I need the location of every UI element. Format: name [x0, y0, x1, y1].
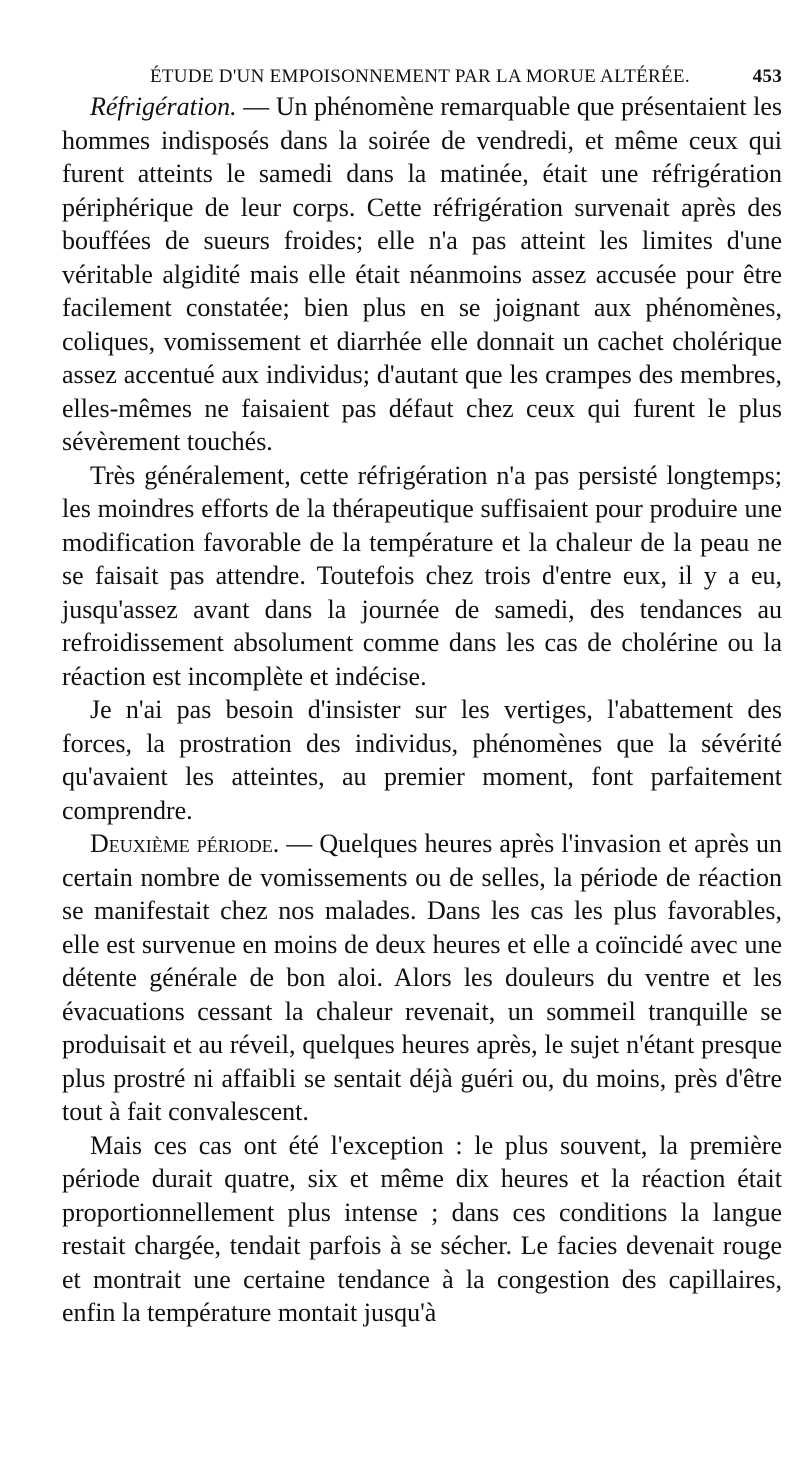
- paragraph-text: — Quelques heures après l'invasion et après un certain nombre de vomissements ou de selles, la période de réaction se manifestait chez nos malades. Dans les cas les plus favorables, elle est survenue en moins de deux heures et elle a coïncidé avec une détente générale de bon aloi. Alors les douleurs du ventre et les évacuations cessant la chaleur revenait, un sommeil tranquille se produisait et au réveil, quelques heures après, le sujet n'étant presque plus prostré ni affaibli se sentait déjà guéri ou, du moins, près d'être tout à fait convalescent.: [62, 829, 782, 1126]
- running-head: [62, 60, 782, 90]
- page-number: 453: [752, 66, 782, 87]
- paragraph-refrigeration: [62, 90, 782, 459]
- paragraph-text: — Un phénomène remarquable que présentaient les hommes indisposés dans la soirée de vendredi, et même ceux qui furent atteints le samedi dans la matinée, était une réfrigération périphérique de leur corps. Cette réfrigération survenait après des bouffées de sueurs froides; elle n'a pas atteint les limites d'une véritable algidité mais elle était néanmoins assez accusée pour être facilement constatée; bien plus en se joignant aux phénomènes, coliques, vomissement et diarrhée elle donnait un cachet cholérique assez accentué aux individus; d'autant que les crampes des membres, elles-mêmes ne faisaient pas défaut chez ceux qui furent le plus sévèrement touchés.: [62, 92, 782, 456]
- section-heading-deuxieme-periode: Deuxième période.: [90, 829, 280, 858]
- paragraph-deuxieme-periode: [62, 827, 782, 1129]
- paragraph: Je n'ai pas besoin d'insister sur les vertiges, l'abattement des forces, la prostration des individus, phénomènes que la sévérité qu'avaient les atteintes, au premier moment, font parfaitement comprendre.: [62, 695, 782, 825]
- running-head-title: ÉTUDE D'UN EMPOISONNEMENT PAR LA MORUE ALTÉRÉE.: [150, 66, 690, 87]
- body-text: [62, 90, 782, 1330]
- paragraph: Très généralement, cette réfrigération n'a pas persisté longtemps; les moindres efforts de la thérapeutique suffisaient pour produire une modification favorable de la température et la chaleur de la peau ne se faisait pas attendre. Toutefois chez trois d'entre eux, il y a eu, jusqu'assez avant dans la journée de samedi, des tendances au refroidissement absolument comme dans les cas de cholérine ou la réaction est incomplète et indécise.: [62, 460, 782, 691]
- book-page: [62, 60, 782, 1330]
- section-heading-refrigeration: Réfrigération.: [90, 92, 237, 121]
- paragraph: Mais ces cas ont été l'exception : le plus souvent, la première période durait quatre, six et même dix heures et la réaction était proportionnellement plus intense ; dans ces conditions la langue restait chargée, tendait parfois à se sécher. Le facies devenait rouge et montrait une certaine tendance à la congestion des capillaires, enfin la température montait jusqu'à: [62, 1130, 782, 1327]
